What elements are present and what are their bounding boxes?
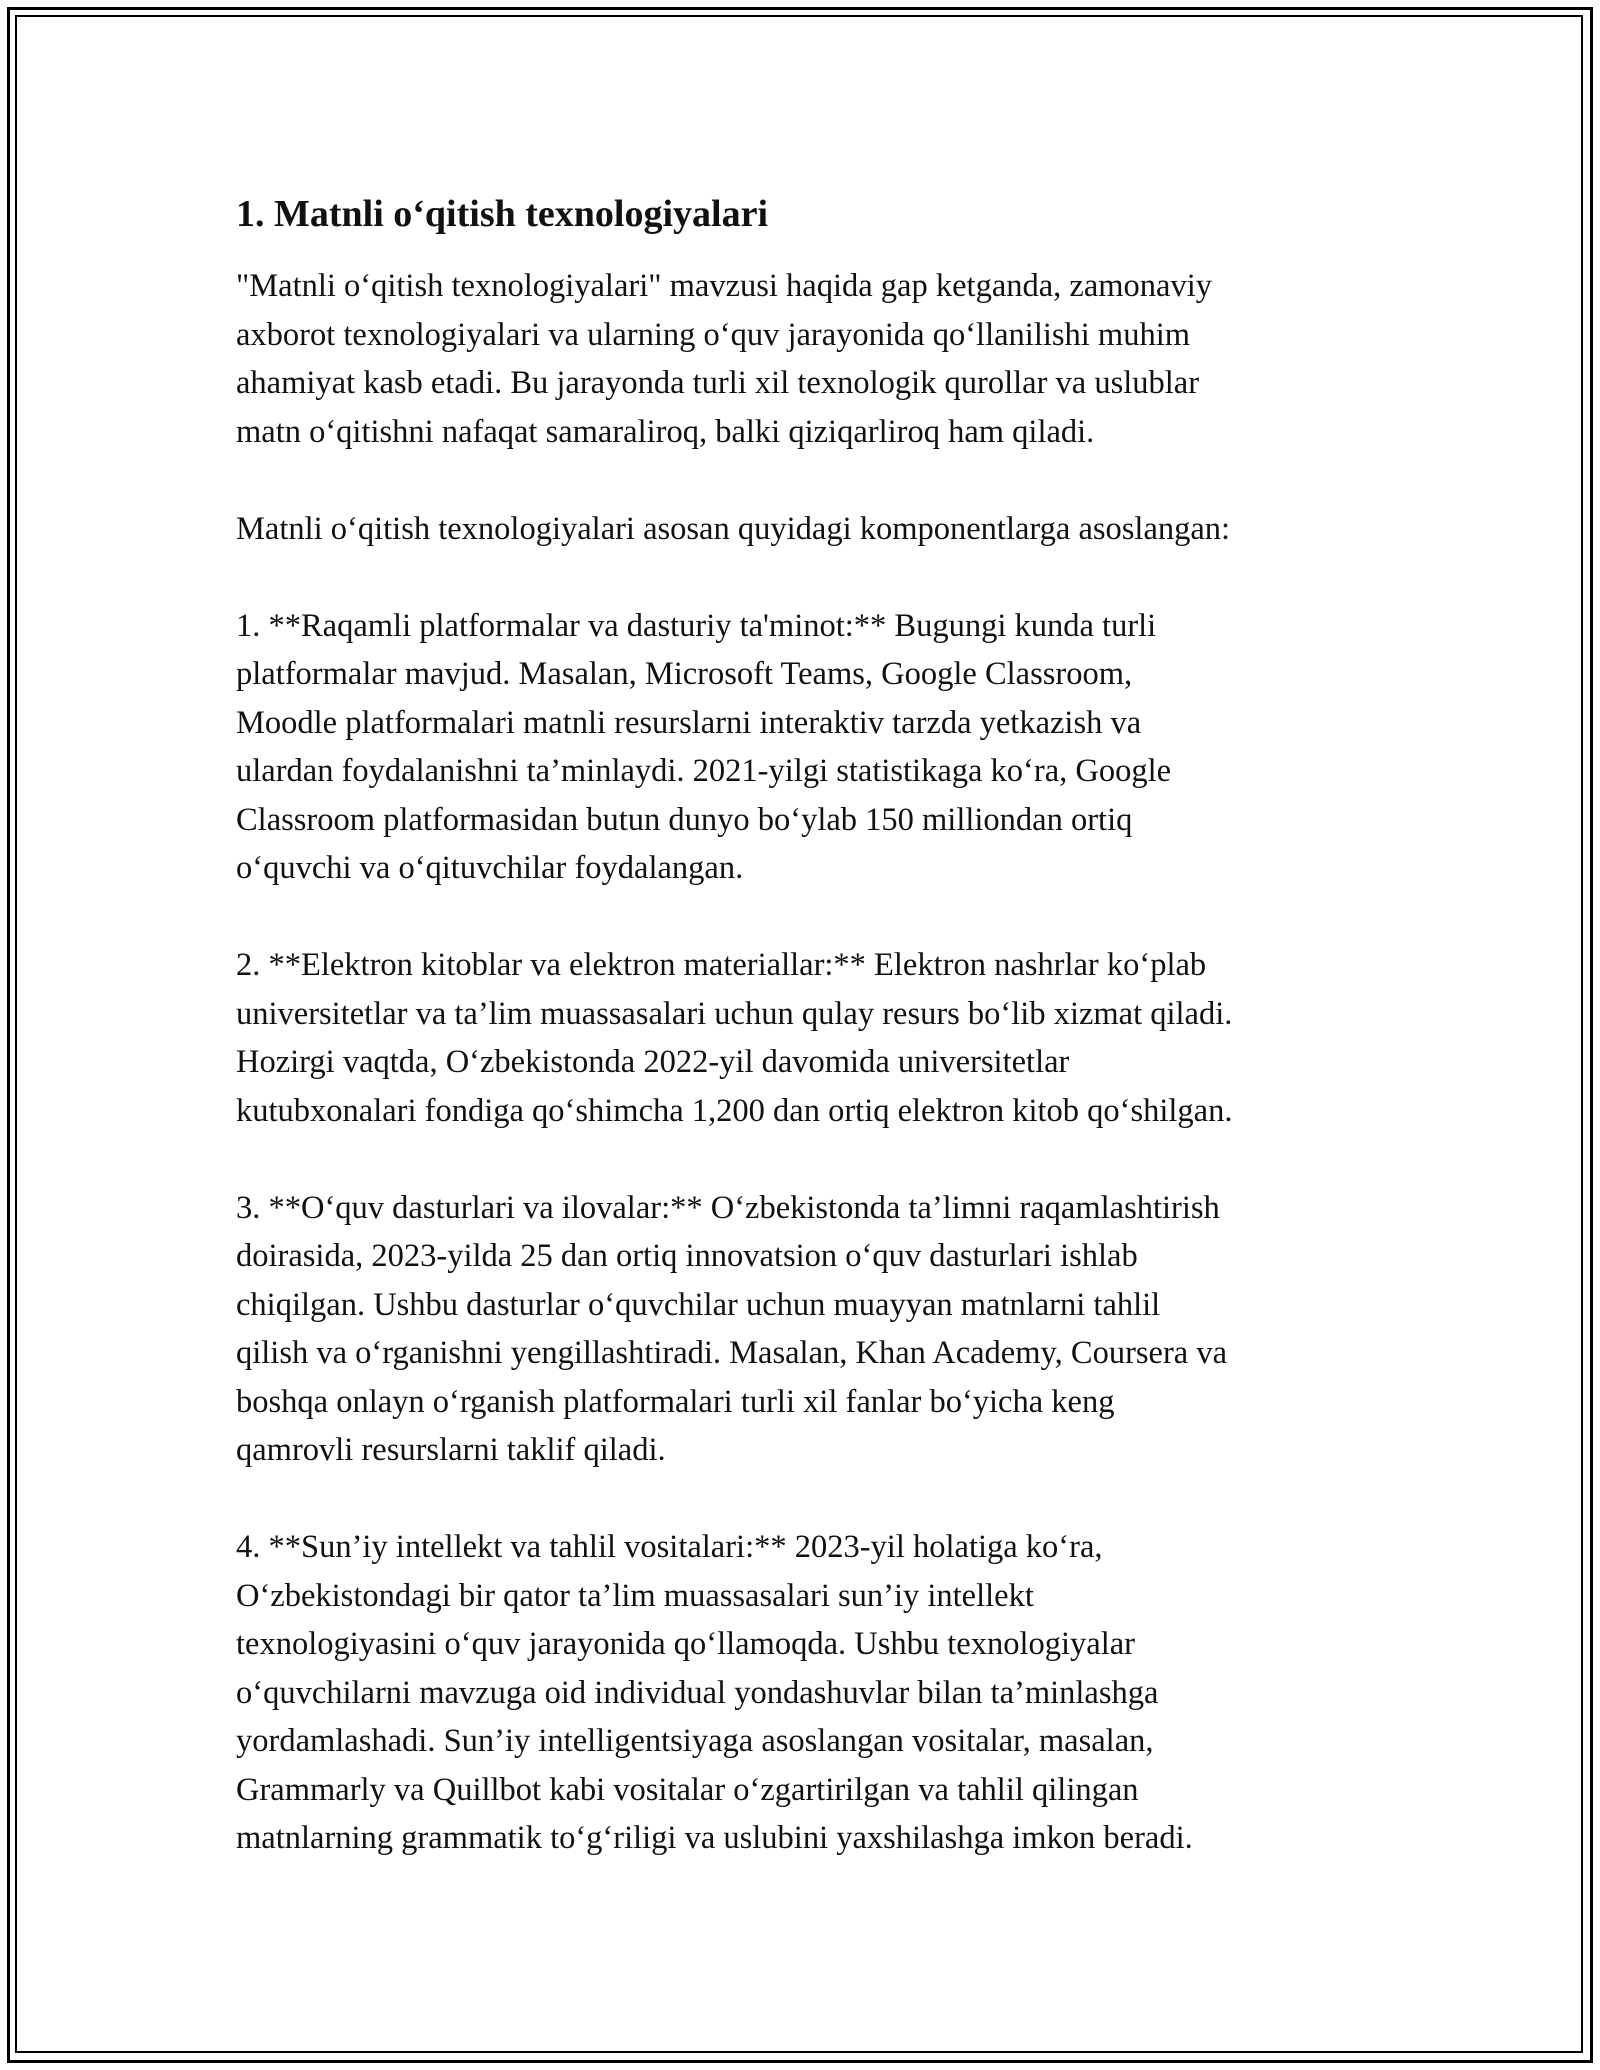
components-intro-paragraph: Matnli o‘qitish texnologiyalari asosan quyidagi komponentlarga asoslangan: — [236, 510, 1231, 547]
list-item-learning-programs: 3. **O‘quv dasturlari va ilovalar:** O‘zbekistonda ta’limni raqamlashtirish doirasida, 2023-yilda 25 dan ortiq innovatsion o‘quv dasturlari ishlab chiqilgan. Ushbu dasturlar o‘quvchilar uchun muayyan matnlarni tahlil qilish va o‘rganishni yengillashtiradi. Masalan, Khan Academy, Coursera va boshqa onlayn o‘rganish platformalari turli xil fanlar bo‘yicha keng qamrovli resurslarni taklif qiladi. — [236, 1189, 1228, 1468]
list-item-artificial-intelligence: 4. **Sun’iy intellekt va tahlil vositalari:** 2023-yil holatiga ko‘ra, O‘zbekistondagi bir qator ta’lim muassasalari sun’iy intellekt texnologiyasini o‘quv jarayonida qo‘llamoqda. Ushbu texnologiyalar o‘quvchilarni mavzuga oid individual yondashuvlar bilan ta’minlashga yordamlashadi. Sun’iy intelligentsiyaga asoslangan vositalar, masalan, Grammarly va Quillbot kabi vositalar o‘zgartirilgan va tahlil qilingan matnlarning grammatik to‘g‘riligi va uslubini yaxshilashga imkon beradi. — [236, 1529, 1193, 1856]
list-item-electronic-books: 2. **Elektron kitoblar va elektron materiallar:** Elektron nashrlar ko‘plab universitetlar va ta’lim muassasalari uchun qulay resurs bo‘lib xizmat qiladi. Hozirgi vaqtda, O‘zbekistonda 2022-yil davomida universitetlar kutubxonalari fondiga qo‘shimcha 1,200 dan ortiq elektron kitob qo‘shilgan. — [236, 947, 1233, 1129]
intro-paragraph: "Matnli o‘qitish texnologiyalari" mavzusi haqida gap ketganda, zamonaviy axborot texnologiyalari va ularning o‘quv jarayonida qo‘llanilishi muhim ahamiyat kasb etadi. Bu jarayonda turli xil texnologik qurollar va uslublar matn o‘qitishni nafaqat samaraliroq, balki qiziqarliroq ham qiladi. — [236, 268, 1212, 450]
list-item-digital-platforms: 1. **Raqamli platformalar va dasturiy ta'minot:** Bugungi kunda turli platformalar mavjud. Masalan, Microsoft Teams, Google Classroom, Moodle platformalari matnli resurslarni interaktiv tarzda yetkazish va ulardan foydalanishni ta’minlaydi. 2021-yilgi statistikaga ko‘ra, Google Classroom platformasidan butun dunyo bo‘ylab 150 milliondan ortiq o‘quvchi va o‘qituvchilar foydalangan. — [236, 607, 1172, 886]
document-body — [236, 190, 1386, 1911]
section-heading: 1. Matnli o‘qitish texnologiyalari — [236, 193, 768, 235]
